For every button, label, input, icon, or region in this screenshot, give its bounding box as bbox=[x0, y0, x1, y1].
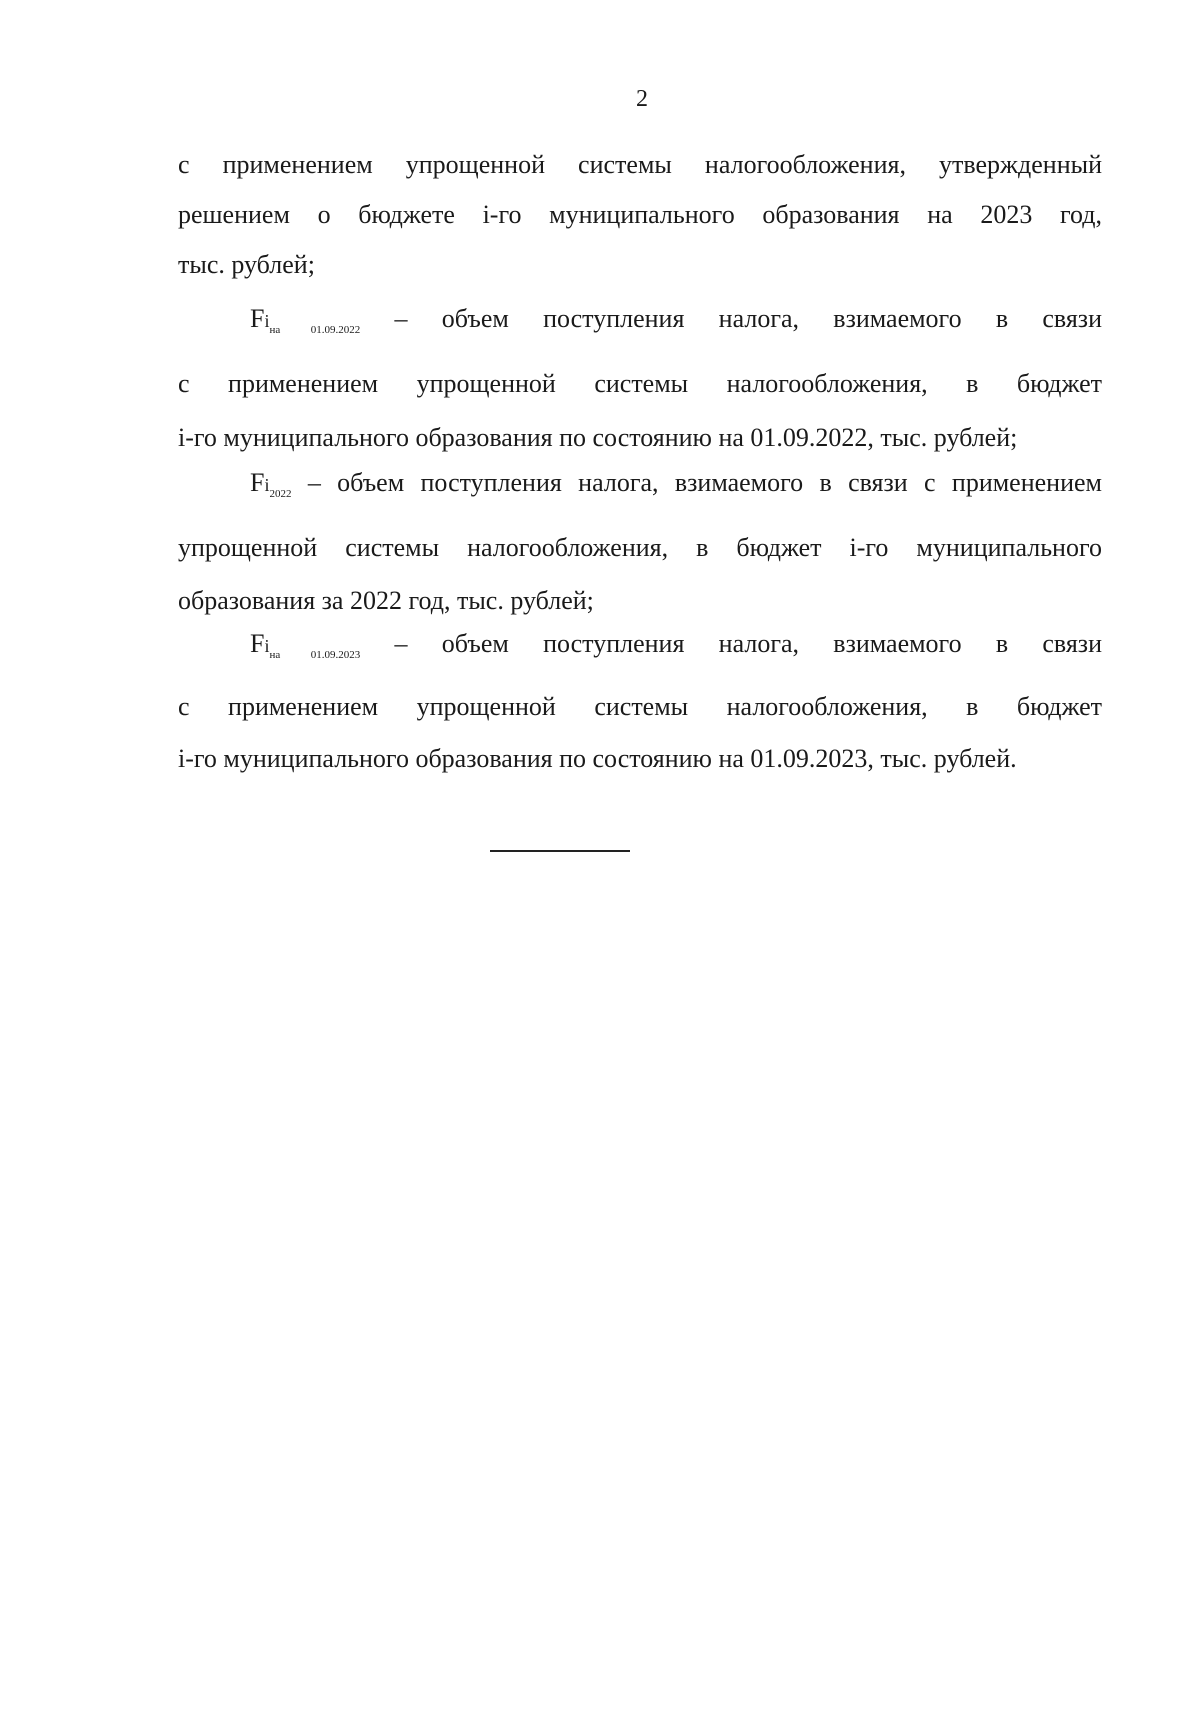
paragraph-line: с применением упрощенной системы налогообложения, утвержденный bbox=[178, 150, 1102, 179]
paragraph-line: $Fi_{на 01.09.2023}$ – объем поступления налога, взимаемого в связи bbox=[250, 629, 1102, 661]
paragraph-1 bbox=[178, 140, 1102, 290]
paragraph-4 bbox=[178, 618, 1102, 785]
paragraph-line: i-го муниципального образования по состоянию на 01.09.2023, тыс. рублей. bbox=[178, 744, 1017, 773]
paragraph-line: упрощенной системы налогообложения, в бюджет i-го муниципального bbox=[178, 533, 1102, 562]
paragraph-line: с применением упрощенной системы налогообложения, в бюджет bbox=[178, 369, 1102, 398]
paragraph-2 bbox=[178, 292, 1102, 465]
paragraph-line: с применением упрощенной системы налогообложения, в бюджет bbox=[178, 692, 1102, 721]
paragraph-line: образования за 2022 год, тыс. рублей; bbox=[178, 586, 594, 615]
variable-symbol: $Fi_{на 01.09.2023}$ bbox=[250, 629, 361, 661]
variable-symbol: $Fi_{на 01.09.2022}$ bbox=[250, 304, 361, 336]
paragraph-line: $Fi_{2022}$ – объем поступления налога, взимаемого в связи с применением bbox=[250, 468, 1103, 500]
paragraph-3 bbox=[178, 456, 1102, 627]
page-number: 2 bbox=[636, 86, 648, 112]
paragraph-line: решением о бюджете i-го муниципального образования на 2023 год, bbox=[178, 200, 1102, 229]
paragraph-line: $Fi_{на 01.09.2022}$ – объем поступления налога, взимаемого в связи bbox=[250, 304, 1102, 336]
end-of-document-rule bbox=[490, 850, 630, 852]
paragraph-line: i-го муниципального образования по состоянию на 01.09.2022, тыс. рублей; bbox=[178, 423, 1018, 452]
variable-symbol: $Fi_{2022}$ bbox=[250, 468, 292, 500]
paragraph-line: тыс. рублей; bbox=[178, 250, 315, 279]
